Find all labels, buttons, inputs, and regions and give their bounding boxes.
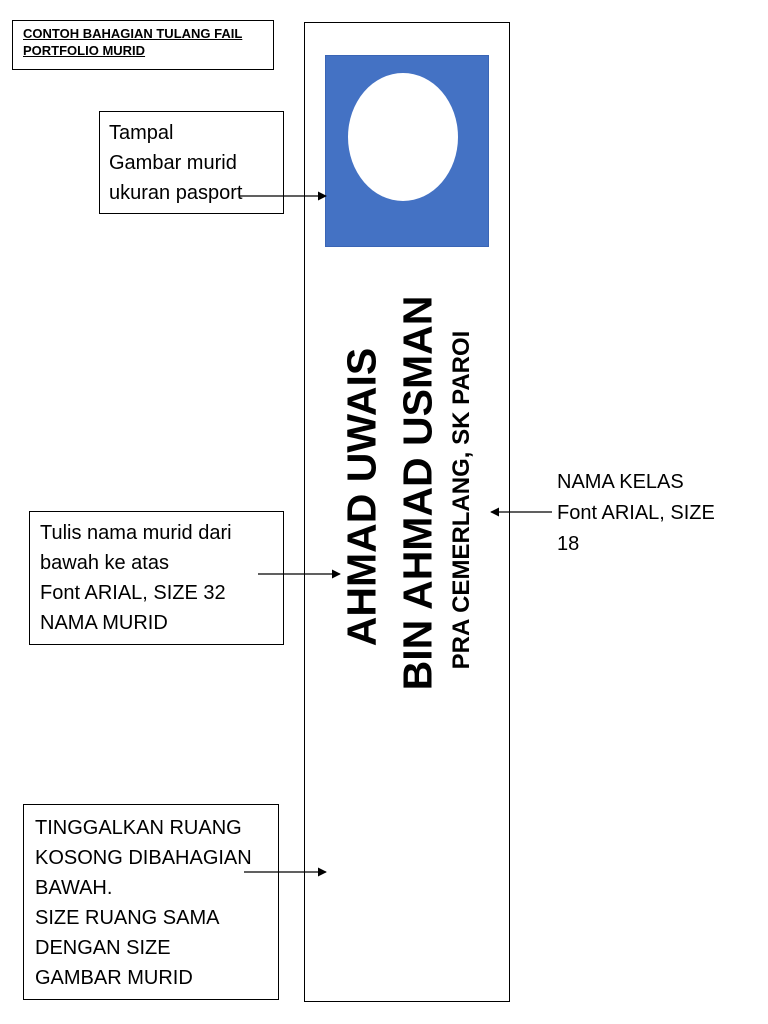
diagram-title-line-2: PORTFOLIO MURID	[23, 43, 146, 58]
note-line: TINGGALKAN RUANG	[35, 817, 242, 839]
note-line: bawah ke atas	[40, 552, 169, 574]
note-line: NAMA MURID	[40, 612, 168, 634]
note-line: BAWAH.	[35, 877, 113, 899]
note-line: Tulis nama murid dari	[40, 522, 232, 544]
note-line: SIZE RUANG SAMA	[35, 907, 220, 929]
class-name-text: PRA CEMERLANG, SK PAROI	[448, 330, 475, 670]
note-line: GAMBAR MURID	[35, 967, 193, 989]
note-line: KOSONG DIBAHAGIAN	[35, 847, 252, 869]
note-line: Font ARIAL, SIZE	[557, 502, 715, 524]
note-line: ukuran pasport	[109, 182, 243, 204]
note-line: Tampal	[109, 122, 174, 144]
note-line: Gambar murid	[109, 152, 237, 174]
note-line: NAMA KELAS	[557, 471, 684, 493]
student-name-line-1: AHMAD UWAIS	[338, 347, 385, 647]
diagram-title-line-1: CONTOH BAHAGIAN TULANG FAIL	[23, 26, 243, 41]
note-line: DENGAN SIZE	[35, 937, 171, 959]
student-name-line-2: BIN AHMAD USMAN	[394, 295, 441, 691]
note-line: 18	[557, 533, 580, 555]
note-line: Font ARIAL, SIZE 32	[40, 582, 226, 604]
